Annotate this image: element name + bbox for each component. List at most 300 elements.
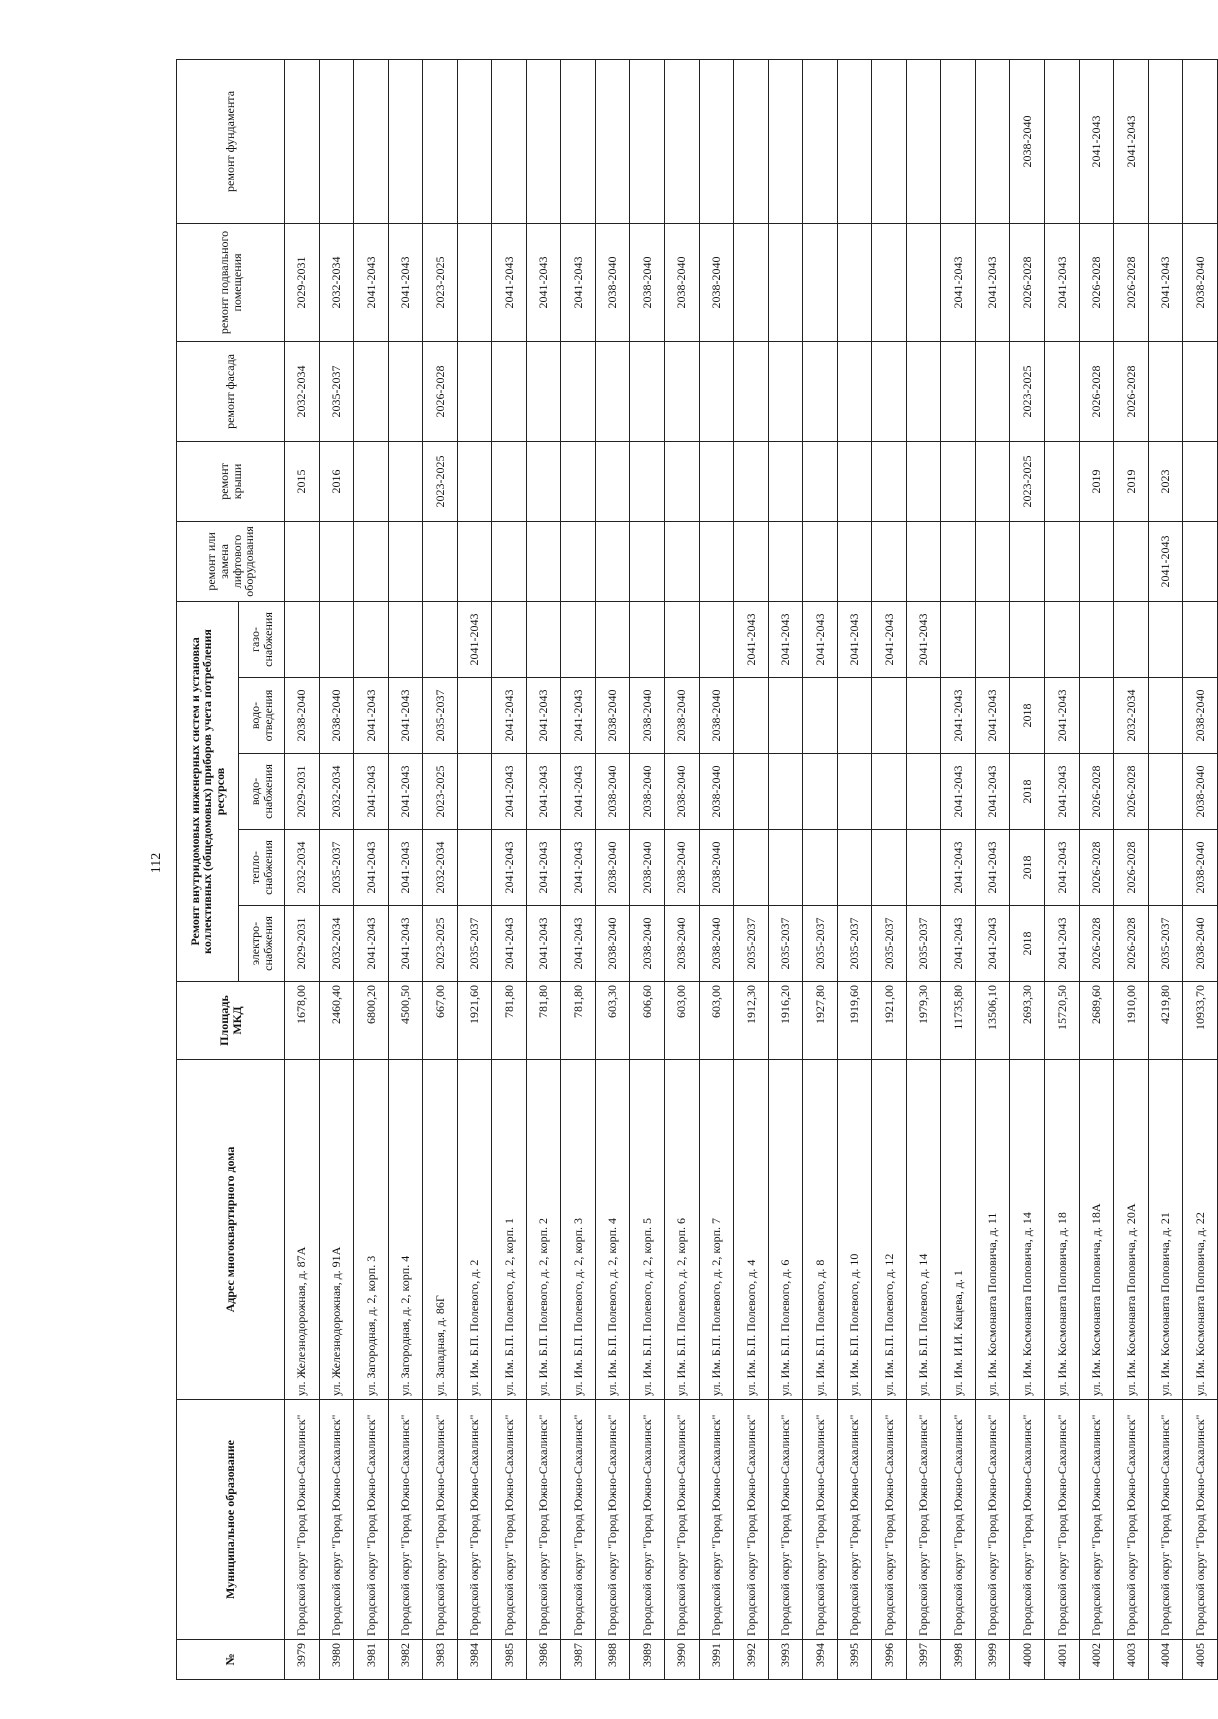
- foundation-cell: [1148, 59, 1183, 223]
- table-row: [285, 59, 320, 1679]
- drain-cell: 2041-2043: [941, 678, 976, 754]
- municipality-cell: Городской округ "Город Южно-Сахалинск": [734, 1400, 769, 1640]
- address-cell: ул. Железнодорожная, д. 91А: [319, 1060, 354, 1400]
- electro-cell: 2041-2043: [975, 906, 1010, 982]
- heat-cell: 2041-2043: [1045, 830, 1080, 906]
- address-cell: ул. Им. Б.П. Полевого, д. 2, корп. 4: [595, 1060, 630, 1400]
- address-cell: ул. Им. Б.П. Полевого, д. 12: [872, 1060, 907, 1400]
- area-cell: 781,80: [561, 982, 596, 1060]
- facade-cell: [1148, 341, 1183, 441]
- table-row: [734, 59, 769, 1679]
- header-address: Адрес многоквартирного дома: [177, 1060, 285, 1400]
- electro-cell: 2026-2028: [1114, 906, 1149, 982]
- facade-cell: [388, 341, 423, 441]
- water-cell: 2026-2028: [1114, 754, 1149, 830]
- electro-cell: 2041-2043: [941, 906, 976, 982]
- area-cell: 1678,00: [285, 982, 320, 1060]
- lift-cell: [699, 521, 734, 601]
- table-row: [1148, 59, 1183, 1679]
- heat-cell: [457, 830, 492, 906]
- roof-cell: [906, 441, 941, 521]
- heat-cell: [768, 830, 803, 906]
- basement-cell: 2026-2028: [1010, 223, 1045, 341]
- table-row: [768, 59, 803, 1679]
- gas-cell: 2041-2043: [837, 601, 872, 677]
- gas-cell: [423, 601, 458, 677]
- area-cell: 4219,80: [1148, 982, 1183, 1060]
- water-cell: 2038-2040: [665, 754, 700, 830]
- row-number: 4002: [1079, 1640, 1114, 1680]
- table-row: [354, 59, 389, 1679]
- lift-cell: [388, 521, 423, 601]
- drain-cell: [768, 678, 803, 754]
- basement-cell: [734, 223, 769, 341]
- address-cell: ул. Железнодорожная, д. 87А: [285, 1060, 320, 1400]
- foundation-cell: 2041-2043: [1079, 59, 1114, 223]
- address-cell: ул. Им. Б.П. Полевого, д. 8: [803, 1060, 838, 1400]
- table-row: [457, 59, 492, 1679]
- municipality-cell: Городской округ "Город Южно-Сахалинск": [941, 1400, 976, 1640]
- foundation-cell: [872, 59, 907, 223]
- roof-cell: [561, 441, 596, 521]
- municipality-cell: Городской округ "Город Южно-Сахалинск": [768, 1400, 803, 1640]
- lift-cell: [768, 521, 803, 601]
- facade-cell: [1045, 341, 1080, 441]
- foundation-cell: 2038-2040: [1010, 59, 1045, 223]
- address-cell: ул. Загородная, д. 2, корп. 3: [354, 1060, 389, 1400]
- lift-cell: [354, 521, 389, 601]
- foundation-cell: [630, 59, 665, 223]
- drain-cell: 2041-2043: [354, 678, 389, 754]
- gas-cell: [354, 601, 389, 677]
- address-cell: ул. Им. И.И. Кацева, д. 1: [941, 1060, 976, 1400]
- header-engineering-systems: Ремонт внутридомовых инженерных систем и установка коллективных (общедомовых) приборов учета потребления ресурсов: [177, 601, 239, 981]
- lift-cell: [837, 521, 872, 601]
- header-gas: газо-снабжения: [239, 601, 285, 677]
- basement-cell: 2038-2040: [665, 223, 700, 341]
- page-number: 112: [149, 852, 164, 874]
- address-cell: ул. Им. Б.П. Полевого, д. 2, корп. 1: [492, 1060, 527, 1400]
- gas-cell: [1183, 601, 1218, 677]
- lift-cell: [975, 521, 1010, 601]
- table-row: [492, 59, 527, 1679]
- area-cell: 13506,10: [975, 982, 1010, 1060]
- facade-cell: [526, 341, 561, 441]
- electro-cell: 2041-2043: [354, 906, 389, 982]
- table-row: [1079, 59, 1114, 1679]
- gas-cell: [319, 601, 354, 677]
- row-number: 4001: [1045, 1640, 1080, 1680]
- lift-cell: [285, 521, 320, 601]
- water-cell: 2038-2040: [699, 754, 734, 830]
- row-number: 3981: [354, 1640, 389, 1680]
- address-cell: ул. Им. Б.П. Полевого, д. 2, корп. 6: [665, 1060, 700, 1400]
- drain-cell: 2041-2043: [388, 678, 423, 754]
- table-row: [975, 59, 1010, 1679]
- drain-cell: [906, 678, 941, 754]
- water-cell: 2041-2043: [526, 754, 561, 830]
- area-cell: 781,80: [526, 982, 561, 1060]
- basement-cell: 2041-2043: [526, 223, 561, 341]
- gas-cell: [1045, 601, 1080, 677]
- gas-cell: 2041-2043: [872, 601, 907, 677]
- heat-cell: 2018: [1010, 830, 1045, 906]
- basement-cell: [837, 223, 872, 341]
- electro-cell: 2038-2040: [595, 906, 630, 982]
- address-cell: ул. Им. Б.П. Полевого, д. 2: [457, 1060, 492, 1400]
- heat-cell: 2041-2043: [492, 830, 527, 906]
- area-cell: 1919,60: [837, 982, 872, 1060]
- foundation-cell: [665, 59, 700, 223]
- drain-cell: [1148, 678, 1183, 754]
- roof-cell: 2016: [319, 441, 354, 521]
- rotated-table-container: [176, 60, 1218, 1680]
- municipality-cell: Городской округ "Город Южно-Сахалинск": [1045, 1400, 1080, 1640]
- gas-cell: [665, 601, 700, 677]
- lift-cell: [595, 521, 630, 601]
- header-water: водо-снабжения: [239, 754, 285, 830]
- address-cell: ул. Им. Космонавта Поповича, д. 22: [1183, 1060, 1218, 1400]
- drain-cell: 2041-2043: [526, 678, 561, 754]
- roof-cell: [665, 441, 700, 521]
- basement-cell: 2041-2043: [492, 223, 527, 341]
- municipality-cell: Городской округ "Город Южно-Сахалинск": [630, 1400, 665, 1640]
- municipality-cell: Городской округ "Город Южно-Сахалинск": [906, 1400, 941, 1640]
- row-number: 4000: [1010, 1640, 1045, 1680]
- foundation-cell: [561, 59, 596, 223]
- row-number: 3988: [595, 1640, 630, 1680]
- water-cell: [1148, 754, 1183, 830]
- drain-cell: 2032-2034: [1114, 678, 1149, 754]
- roof-cell: [837, 441, 872, 521]
- basement-cell: 2041-2043: [354, 223, 389, 341]
- drain-cell: 2038-2040: [1183, 678, 1218, 754]
- municipality-cell: Городской округ "Город Южно-Сахалинск": [803, 1400, 838, 1640]
- municipality-cell: Городской округ "Город Южно-Сахалинск": [561, 1400, 596, 1640]
- roof-cell: [699, 441, 734, 521]
- row-number: 3998: [941, 1640, 976, 1680]
- gas-cell: [1114, 601, 1149, 677]
- basement-cell: 2038-2040: [630, 223, 665, 341]
- address-cell: ул. Им. Космонавта Поповича, д. 21: [1148, 1060, 1183, 1400]
- lift-cell: [1045, 521, 1080, 601]
- lift-cell: [906, 521, 941, 601]
- area-cell: 1910,00: [1114, 982, 1149, 1060]
- roof-cell: [941, 441, 976, 521]
- address-cell: ул. Им. Б.П. Полевого, д. 6: [768, 1060, 803, 1400]
- foundation-cell: [285, 59, 320, 223]
- heat-cell: 2038-2040: [1183, 830, 1218, 906]
- foundation-cell: [837, 59, 872, 223]
- water-cell: 2023-2025: [423, 754, 458, 830]
- facade-cell: [699, 341, 734, 441]
- facade-cell: 2026-2028: [1114, 341, 1149, 441]
- municipality-cell: Городской округ "Город Южно-Сахалинск": [1079, 1400, 1114, 1640]
- basement-cell: 2041-2043: [975, 223, 1010, 341]
- water-cell: 2041-2043: [561, 754, 596, 830]
- foundation-cell: [803, 59, 838, 223]
- drain-cell: 2041-2043: [975, 678, 1010, 754]
- table-body: [285, 59, 1218, 1679]
- basement-cell: 2041-2043: [388, 223, 423, 341]
- drain-cell: [837, 678, 872, 754]
- roof-cell: 2015: [285, 441, 320, 521]
- row-number: 3979: [285, 1640, 320, 1680]
- electro-cell: 2041-2043: [492, 906, 527, 982]
- municipality-cell: Городской округ "Город Южно-Сахалинск": [457, 1400, 492, 1640]
- area-cell: 15720,50: [1045, 982, 1080, 1060]
- heat-cell: 2041-2043: [975, 830, 1010, 906]
- roof-cell: [1045, 441, 1080, 521]
- header-facade: ремонт фасада: [177, 341, 285, 441]
- header-lift: ремонт или замена лифтового оборудования: [177, 521, 285, 601]
- water-cell: 2038-2040: [595, 754, 630, 830]
- lift-cell: [1079, 521, 1114, 601]
- heat-cell: 2038-2040: [630, 830, 665, 906]
- electro-cell: 2035-2037: [734, 906, 769, 982]
- facade-cell: [803, 341, 838, 441]
- municipality-cell: Городской округ "Город Южно-Сахалинск": [1114, 1400, 1149, 1640]
- electro-cell: 2035-2037: [1148, 906, 1183, 982]
- basement-cell: 2026-2028: [1079, 223, 1114, 341]
- drain-cell: 2038-2040: [319, 678, 354, 754]
- row-number: 3989: [630, 1640, 665, 1680]
- table-row: [423, 59, 458, 1679]
- municipality-cell: Городской округ "Город Южно-Сахалинск": [423, 1400, 458, 1640]
- foundation-cell: [941, 59, 976, 223]
- facade-cell: [354, 341, 389, 441]
- table-row: [1114, 59, 1149, 1679]
- water-cell: 2041-2043: [1045, 754, 1080, 830]
- facade-cell: 2032-2034: [285, 341, 320, 441]
- table-row: [837, 59, 872, 1679]
- row-number: 3994: [803, 1640, 838, 1680]
- basement-cell: 2038-2040: [1183, 223, 1218, 341]
- facade-cell: [595, 341, 630, 441]
- row-number: 3985: [492, 1640, 527, 1680]
- electro-cell: 2035-2037: [837, 906, 872, 982]
- drain-cell: 2041-2043: [561, 678, 596, 754]
- municipality-cell: Городской округ "Город Южно-Сахалинск": [354, 1400, 389, 1640]
- address-cell: ул. Им. Космонавта Поповича, д. 20А: [1114, 1060, 1149, 1400]
- roof-cell: 2023: [1148, 441, 1183, 521]
- gas-cell: 2041-2043: [457, 601, 492, 677]
- row-number: 4005: [1183, 1640, 1218, 1680]
- water-cell: [768, 754, 803, 830]
- drain-cell: 2041-2043: [1045, 678, 1080, 754]
- area-cell: 10933,70: [1183, 982, 1218, 1060]
- electro-cell: 2038-2040: [630, 906, 665, 982]
- gas-cell: [526, 601, 561, 677]
- facade-cell: [872, 341, 907, 441]
- heat-cell: [803, 830, 838, 906]
- area-cell: 781,80: [492, 982, 527, 1060]
- lift-cell: [492, 521, 527, 601]
- basement-cell: 2041-2043: [941, 223, 976, 341]
- row-number: 4004: [1148, 1640, 1183, 1680]
- foundation-cell: [423, 59, 458, 223]
- basement-cell: 2038-2040: [595, 223, 630, 341]
- roof-cell: 2019: [1079, 441, 1114, 521]
- roof-cell: [595, 441, 630, 521]
- municipality-cell: Городской округ "Город Южно-Сахалинск": [595, 1400, 630, 1640]
- foundation-cell: [492, 59, 527, 223]
- facade-cell: [975, 341, 1010, 441]
- water-cell: 2038-2040: [630, 754, 665, 830]
- row-number: 3993: [768, 1640, 803, 1680]
- heat-cell: 2032-2034: [285, 830, 320, 906]
- facade-cell: 2026-2028: [1079, 341, 1114, 441]
- water-cell: 2029-2031: [285, 754, 320, 830]
- gas-cell: [1148, 601, 1183, 677]
- area-cell: 1912,30: [734, 982, 769, 1060]
- gas-cell: [388, 601, 423, 677]
- area-cell: 1921,00: [872, 982, 907, 1060]
- facade-cell: [665, 341, 700, 441]
- basement-cell: 2041-2043: [1148, 223, 1183, 341]
- electro-cell: 2041-2043: [561, 906, 596, 982]
- municipality-cell: Городской округ "Город Южно-Сахалинск": [388, 1400, 423, 1640]
- water-cell: 2038-2040: [1183, 754, 1218, 830]
- roof-cell: [526, 441, 561, 521]
- area-cell: 603,30: [595, 982, 630, 1060]
- foundation-cell: [388, 59, 423, 223]
- foundation-cell: [526, 59, 561, 223]
- drain-cell: 2035-2037: [423, 678, 458, 754]
- address-cell: ул. Им. Б.П. Полевого, д. 2, корп. 5: [630, 1060, 665, 1400]
- electro-cell: 2038-2040: [1183, 906, 1218, 982]
- gas-cell: [630, 601, 665, 677]
- drain-cell: [803, 678, 838, 754]
- table-row: [941, 59, 976, 1679]
- area-cell: 603,00: [699, 982, 734, 1060]
- foundation-cell: [1183, 59, 1218, 223]
- gas-cell: [941, 601, 976, 677]
- foundation-cell: 2041-2043: [1114, 59, 1149, 223]
- municipality-cell: Городской округ "Город Южно-Сахалинск": [665, 1400, 700, 1640]
- drain-cell: [734, 678, 769, 754]
- row-number: 3995: [837, 1640, 872, 1680]
- gas-cell: 2041-2043: [768, 601, 803, 677]
- gas-cell: 2041-2043: [734, 601, 769, 677]
- municipality-cell: Городской округ "Город Южно-Сахалинск": [492, 1400, 527, 1640]
- table-row: [872, 59, 907, 1679]
- gas-cell: [561, 601, 596, 677]
- foundation-cell: [354, 59, 389, 223]
- gas-cell: [1079, 601, 1114, 677]
- area-cell: 606,60: [630, 982, 665, 1060]
- heat-cell: 2026-2028: [1114, 830, 1149, 906]
- water-cell: 2018: [1010, 754, 1045, 830]
- address-cell: ул. Им. Б.П. Полевого, д. 14: [906, 1060, 941, 1400]
- heat-cell: [1148, 830, 1183, 906]
- heat-cell: 2041-2043: [561, 830, 596, 906]
- address-cell: ул. Им. Космонавта Поповича, д. 18А: [1079, 1060, 1114, 1400]
- row-number: 3987: [561, 1640, 596, 1680]
- foundation-cell: [457, 59, 492, 223]
- municipality-cell: Городской округ "Город Южно-Сахалинск": [975, 1400, 1010, 1640]
- header-heat: тепло-снабжения: [239, 830, 285, 906]
- roof-cell: [630, 441, 665, 521]
- facade-cell: [941, 341, 976, 441]
- address-cell: ул. Им. Б.П. Полевого, д. 10: [837, 1060, 872, 1400]
- municipality-cell: Городской округ "Город Южно-Сахалинск": [837, 1400, 872, 1640]
- basement-cell: [906, 223, 941, 341]
- water-cell: 2026-2028: [1079, 754, 1114, 830]
- area-cell: 2460,40: [319, 982, 354, 1060]
- facade-cell: [768, 341, 803, 441]
- foundation-cell: [906, 59, 941, 223]
- header-drain: водо-отведения: [239, 678, 285, 754]
- header-no: №: [177, 1640, 285, 1680]
- gas-cell: 2041-2043: [906, 601, 941, 677]
- row-number: 3996: [872, 1640, 907, 1680]
- electro-cell: 2035-2037: [768, 906, 803, 982]
- roof-cell: [1183, 441, 1218, 521]
- table-row: [595, 59, 630, 1679]
- table-row: [319, 59, 354, 1679]
- area-cell: 1979,30: [906, 982, 941, 1060]
- table-row: [561, 59, 596, 1679]
- roof-cell: [492, 441, 527, 521]
- water-cell: [457, 754, 492, 830]
- municipality-cell: Городской округ "Город Южно-Сахалинск": [1010, 1400, 1045, 1640]
- heat-cell: 2026-2028: [1079, 830, 1114, 906]
- address-cell: ул. Им. Б.П. Полевого, д. 4: [734, 1060, 769, 1400]
- gas-cell: 2041-2043: [803, 601, 838, 677]
- municipality-cell: Городской округ "Город Южно-Сахалинск": [699, 1400, 734, 1640]
- heat-cell: 2035-2037: [319, 830, 354, 906]
- row-number: 3992: [734, 1640, 769, 1680]
- water-cell: 2041-2043: [388, 754, 423, 830]
- lift-cell: [526, 521, 561, 601]
- header-basement: ремонт подвального помещения: [177, 223, 285, 341]
- drain-cell: 2038-2040: [699, 678, 734, 754]
- municipality-cell: Городской округ "Город Южно-Сахалинск": [1148, 1400, 1183, 1640]
- table-row: [388, 59, 423, 1679]
- water-cell: 2041-2043: [941, 754, 976, 830]
- row-number: 3986: [526, 1640, 561, 1680]
- area-cell: 667,00: [423, 982, 458, 1060]
- area-cell: 6800,20: [354, 982, 389, 1060]
- lift-cell: [457, 521, 492, 601]
- row-number: 3980: [319, 1640, 354, 1680]
- basement-cell: [457, 223, 492, 341]
- facade-cell: 2023-2025: [1010, 341, 1045, 441]
- electro-cell: 2041-2043: [526, 906, 561, 982]
- basement-cell: 2026-2028: [1114, 223, 1149, 341]
- facade-cell: 2035-2037: [319, 341, 354, 441]
- gas-cell: [492, 601, 527, 677]
- electro-cell: 2032-2034: [319, 906, 354, 982]
- address-cell: ул. Западная, д. 86Г: [423, 1060, 458, 1400]
- lift-cell: [734, 521, 769, 601]
- lift-cell: [941, 521, 976, 601]
- row-number: 3999: [975, 1640, 1010, 1680]
- electro-cell: 2029-2031: [285, 906, 320, 982]
- roof-cell: 2019: [1114, 441, 1149, 521]
- foundation-cell: [319, 59, 354, 223]
- gas-cell: [595, 601, 630, 677]
- water-cell: 2041-2043: [354, 754, 389, 830]
- basement-cell: [803, 223, 838, 341]
- electro-cell: 2041-2043: [1045, 906, 1080, 982]
- heat-cell: 2041-2043: [526, 830, 561, 906]
- address-cell: ул. Им. Б.П. Полевого, д. 2, корп. 3: [561, 1060, 596, 1400]
- repair-schedule-table: [176, 59, 1218, 1680]
- water-cell: [734, 754, 769, 830]
- municipality-cell: Городской округ "Город Южно-Сахалинск": [319, 1400, 354, 1640]
